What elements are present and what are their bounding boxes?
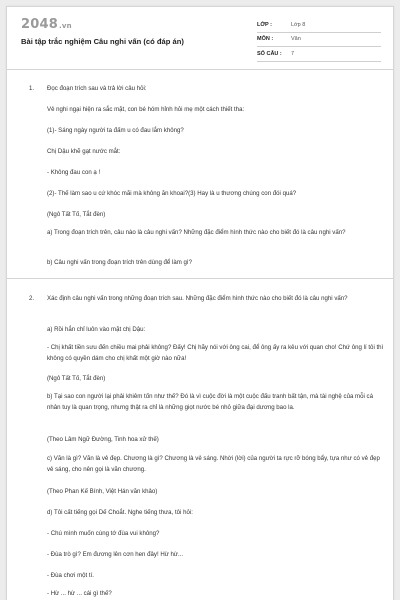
meta-value: Văn <box>291 36 301 43</box>
meta-label: MÔN : <box>257 36 274 43</box>
source-citation: (Ngô Tất Tố, Tắt đèn) <box>47 211 106 218</box>
meta-row-class <box>257 18 381 33</box>
source-citation: (Ngô Tất Tố, Tắt đèn) <box>47 375 106 382</box>
passage-line: b) Tại sao con người lại phải khiêm tốn như thế? Đó là vì cuộc đời là một cuộc đấu tranh bất tận, mà tài nghệ của mỗi cá nhân tuy là quan trọng, nhưng thật ra chỉ là những giọt nước bé nhỏ giữa đại dương bao la. <box>47 393 373 411</box>
sub-question: b) Câu nghi vấn trong đoạn trích trên dùng để làm gì? <box>47 259 192 266</box>
meta-value: 7 <box>291 50 295 57</box>
site-logo[interactable] <box>21 17 72 32</box>
question-text: Xác định câu nghi vấn trong những đoạn trích sau. Những đặc điểm hình thức nào cho biết đó là câu nghi vấn? <box>47 295 348 302</box>
passage-line: Vẻ nghi ngại hiện ra sắc mặt, con bé hóm hỉnh hỏi mẹ một cách thiết tha: <box>47 106 245 113</box>
source-citation: (Theo Phan Kế Bính, Việt Hán văn khảo) <box>47 488 158 495</box>
logo-tld: .vn <box>58 22 72 30</box>
meta-row-subject <box>257 33 381 48</box>
passage-line: - Không đau con ạ ! <box>47 169 101 176</box>
passage-line: (2)- Thế làm sao u cứ khóc mãi mà không ăn khoai?(3) Hay là u thương chúng con đói quá? <box>47 190 297 197</box>
source-citation: (Theo Lâm Ngữ Đường, Tinh hoa xử thế) <box>47 436 159 443</box>
question-number: 1. <box>29 85 35 92</box>
passage-line: (1)- Sáng ngày người ta đấm u có đau lắm không? <box>47 127 184 134</box>
sub-question: a) Trong đoạn trích trên, câu nào là câu nghi vấn? Những đặc điểm hình thức nào cho biết đó là câu nghi vấn? <box>47 229 346 236</box>
passage-line: d) Tôi cất tiếng gọi Dế Choắt. Nghe tiếng thưa, tôi hỏi: <box>47 509 193 516</box>
passage-line: c) Văn là gì? Văn là vẻ đẹp. Chương là gì? Chương là vẻ sáng. Nhời (lời) của người ta rực rỡ bóng bẩy, tựa như có vẻ đẹp vẻ sáng, cho nên gọi là văn chương. <box>47 455 380 473</box>
meta-table <box>257 18 381 62</box>
document-title: Bài tập trắc nghiệm Câu nghi vấn (có đáp án) <box>21 37 184 46</box>
passage-line: Chị Dậu khẽ gạt nước mắt: <box>47 148 121 155</box>
document-header <box>7 7 393 63</box>
logo-main: 2048 <box>21 17 58 32</box>
question-number: 2. <box>29 295 35 302</box>
passage-line: - Chú mình muốn cùng tớ đùa vui không? <box>47 530 160 537</box>
meta-label: SỐ CÂU : <box>257 50 282 57</box>
passage-line: - Đùa chơi một tí. <box>47 572 95 579</box>
document-page <box>6 6 394 600</box>
passage-line: a) Rồi hắn chỉ luôn vào mặt chị Dậu: <box>47 326 146 333</box>
meta-value: Lớp 8 <box>291 21 306 28</box>
question-divider <box>7 278 393 279</box>
question-text: Đọc đoạn trích sau và trả lời câu hỏi: <box>47 85 147 92</box>
passage-line: - Hừ ... hừ ... cái gì thế? <box>47 590 112 597</box>
meta-label: LỚP : <box>257 21 272 28</box>
header-divider <box>7 69 393 70</box>
passage-line: - Chị khất tiền sưu đến chiều mai phải không? Đấy! Chị hãy nói với ông cai, để ông ấy ra kêu với quan cho! Chứ ông lí tôi thì không có quyền dám cho chị khất một giờ nào nữa! <box>47 344 384 362</box>
meta-row-count <box>257 47 381 62</box>
passage-line: - Đùa trò gì? Em đương lên cơn hen đây! Hừ hừ... <box>47 551 184 558</box>
